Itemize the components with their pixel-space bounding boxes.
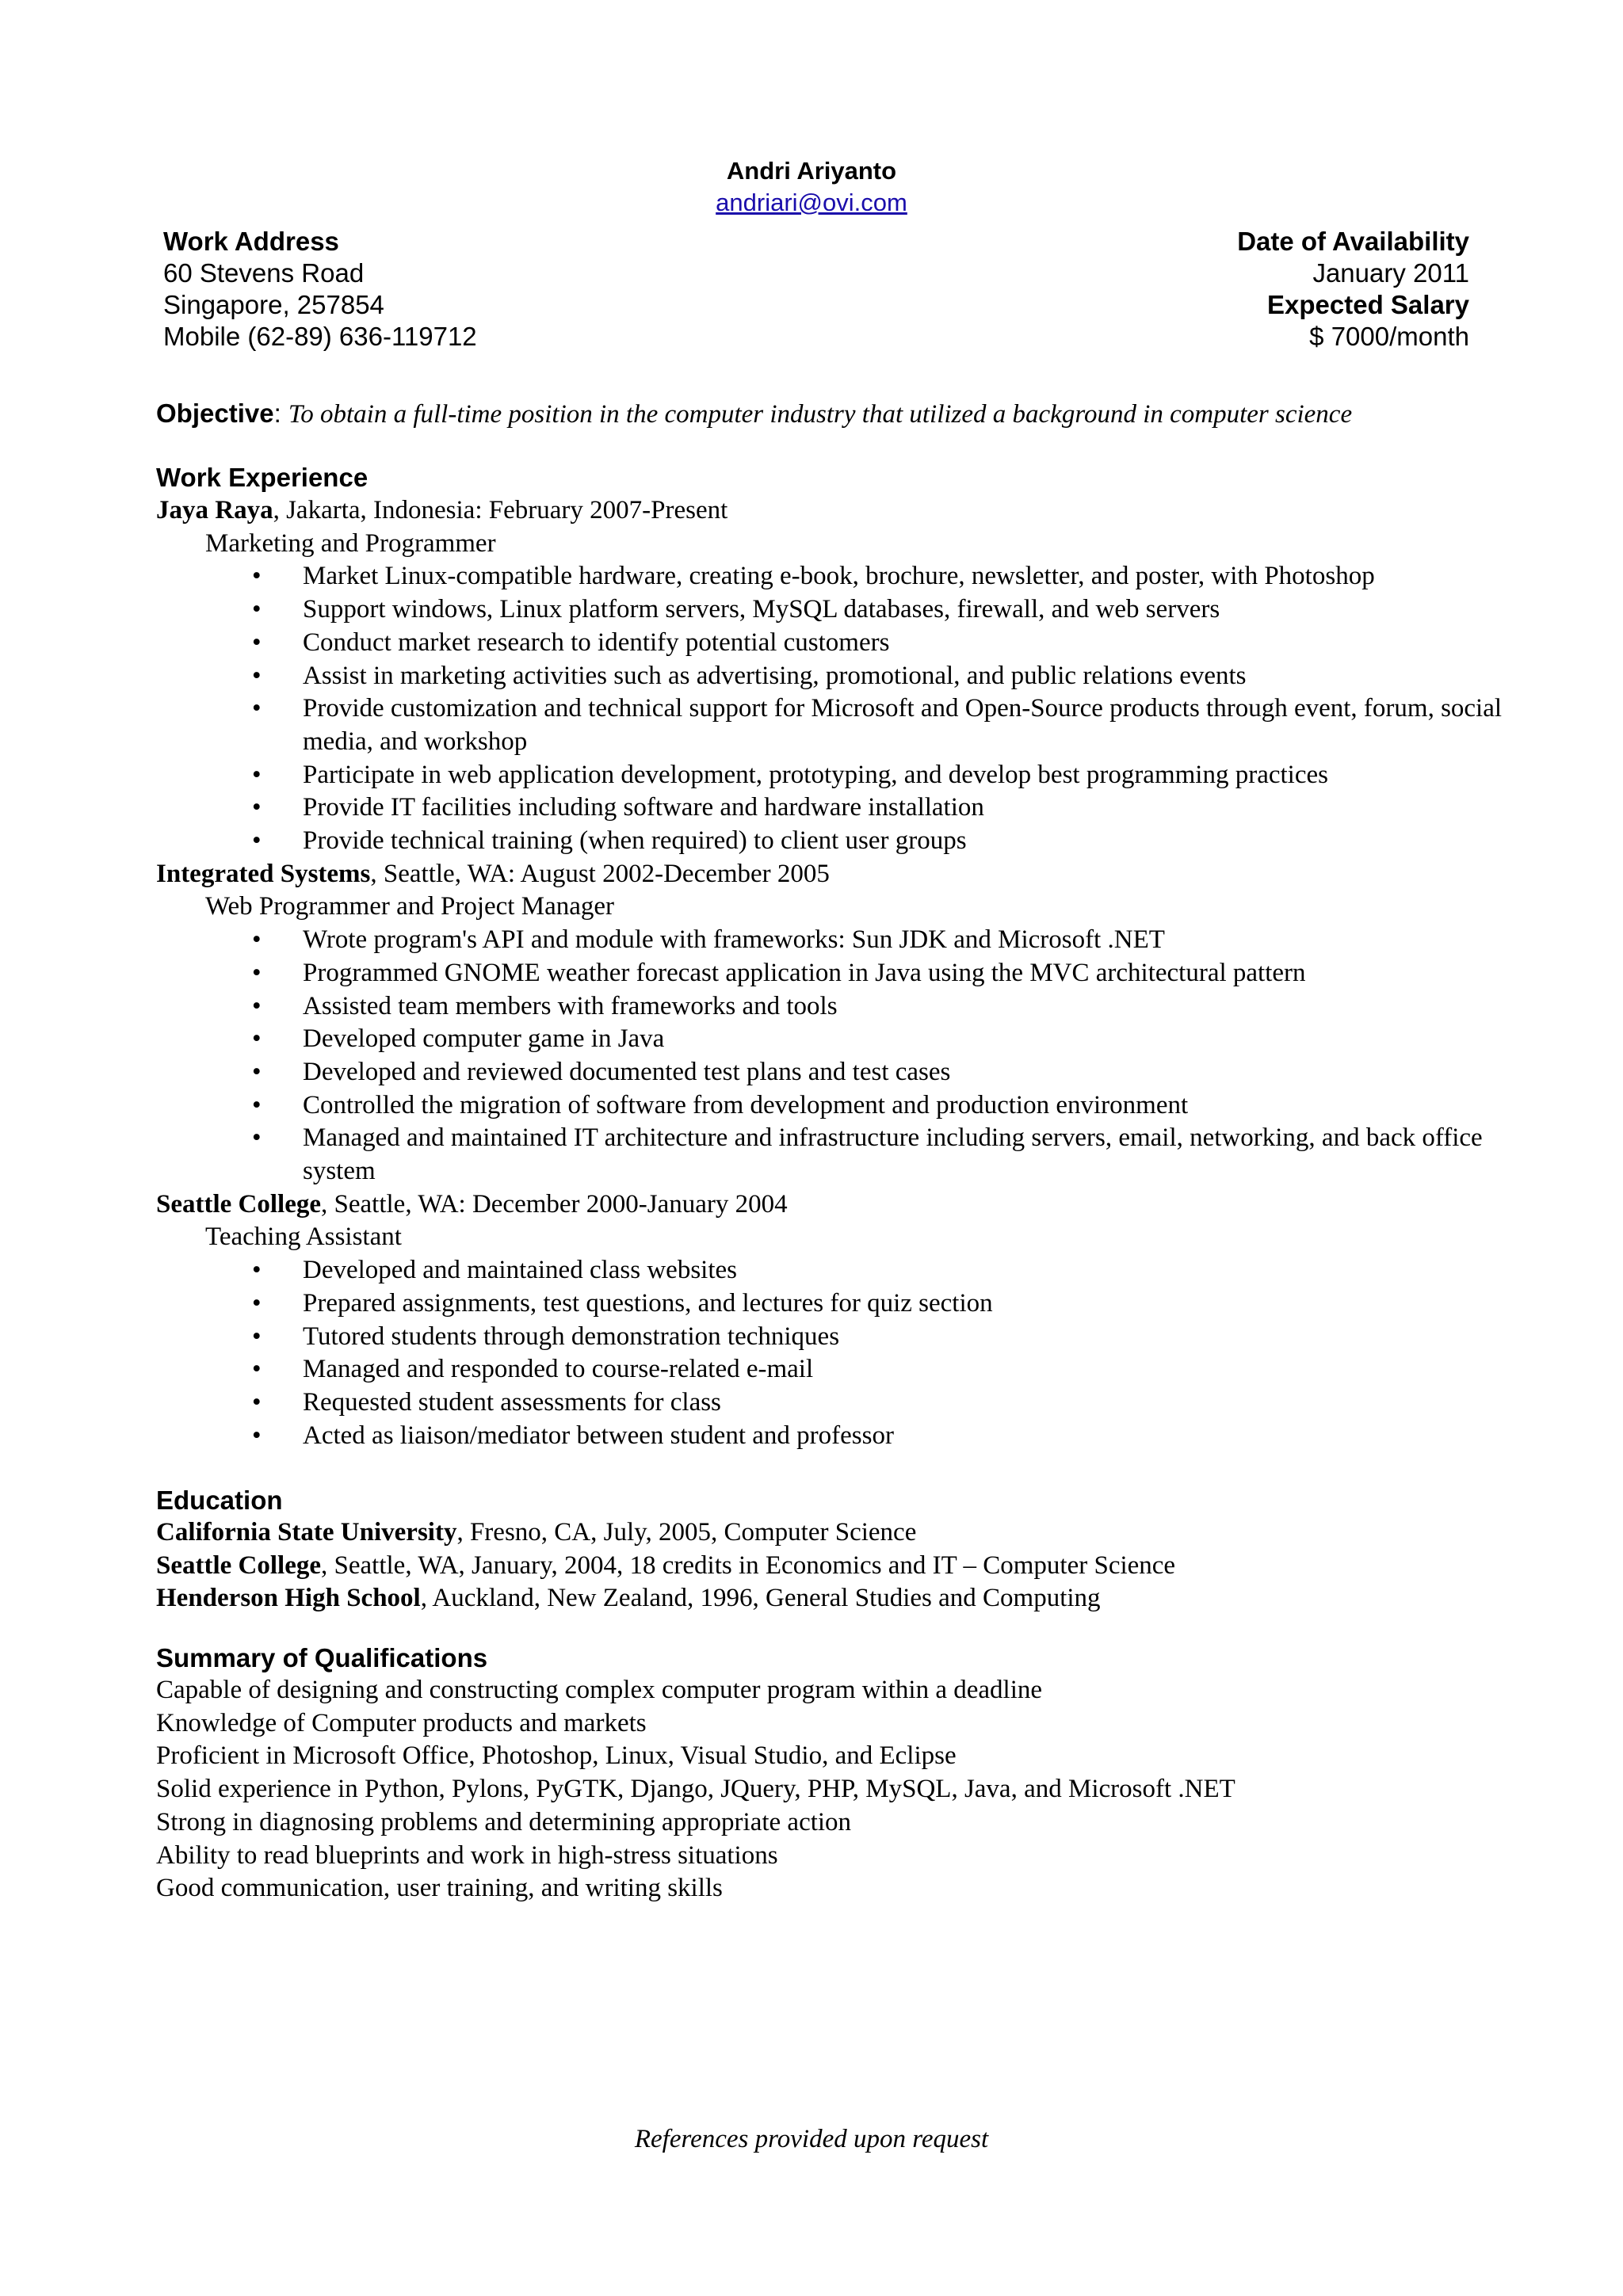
duty-item: • Developed and maintained class websites	[156, 1254, 1503, 1287]
job-details: , Jakarta, Indonesia: February 2007-Present	[273, 496, 728, 524]
school-details: , Auckland, New Zealand, 1996, General Studies and Computing	[420, 1584, 1101, 1613]
bullet-icon: •	[252, 1024, 262, 1054]
job-header	[156, 858, 1503, 891]
work-address-heading: Work Address	[163, 227, 339, 256]
bullet-icon: •	[252, 694, 262, 723]
duty-item: • Tutored students through demonstration techniques	[156, 1321, 1503, 1354]
duty-item: • Provide IT facilities including software and hardware installation	[156, 791, 1503, 825]
objective-text: To obtain a full-time position in the computer industry that utilized a background in computer science	[288, 400, 1353, 429]
salary-value: $ 7000/month	[1309, 322, 1469, 351]
qualifications-heading: Summary of Qualifications	[156, 1643, 488, 1672]
job-employer: Jaya Raya	[156, 496, 273, 524]
bullet-icon: •	[252, 1421, 262, 1450]
duty-item: • Provide technical training (when required) to client user groups	[156, 825, 1503, 858]
qualification-item: Proficient in Microsoft Office, Photoshop, Linux, Visual Studio, and Eclipse	[156, 1741, 957, 1771]
bullet-icon: •	[252, 925, 262, 955]
work-address-block	[163, 226, 477, 353]
qualification-item: Knowledge of Computer products and markets	[156, 1708, 647, 1737]
job-details: , Seattle, WA: December 2000-January 2004	[321, 1189, 788, 1219]
qualifications-list	[156, 1674, 1503, 1905]
education-heading: Education	[156, 1486, 283, 1515]
bullet-icon: •	[252, 1288, 262, 1318]
qualification-item: Good communication, user training, and writing skills	[156, 1874, 723, 1903]
duty-item: • Acted as liaison/mediator between student and professor	[156, 1420, 1503, 1453]
job-employer: Integrated Systems	[156, 859, 371, 888]
bullet-icon: •	[252, 1057, 262, 1086]
job-header	[156, 1188, 1503, 1222]
work-experience-heading: Work Experience	[156, 463, 369, 492]
bullet-icon: •	[252, 1256, 262, 1285]
bullet-icon: •	[252, 627, 262, 657]
availability-date: January 2011	[1312, 258, 1469, 288]
job-role: Marketing and Programmer	[205, 528, 496, 558]
education-list	[156, 1516, 1503, 1615]
school-details: , Seattle, WA, January, 2004, 18 credits in Economics and IT – Computer Science	[321, 1550, 1176, 1580]
job-duties	[156, 1254, 1503, 1452]
work-experience-list	[156, 494, 1503, 1452]
qualification-item: Capable of designing and constructing complex computer program within a deadline	[156, 1676, 1043, 1704]
email-line	[0, 187, 1623, 219]
qualification-item: Solid experience in Python, Pylons, PyGTK, Django, JQuery, PHP, MySQL, Java, and Microsoft .NET	[156, 1775, 1235, 1804]
bullet-icon: •	[252, 1355, 262, 1384]
duty-item: • Market Linux-compatible hardware, creating e-book, brochure, newsletter, and poster, with Photoshop	[156, 560, 1503, 593]
school-name: Seattle College	[156, 1550, 322, 1580]
duty-item: • Participate in web application development, prototyping, and develop best programming practices	[156, 759, 1503, 792]
job-details: , Seattle, WA: August 2002-December 2005	[370, 859, 830, 888]
duty-item: • Assisted team members with frameworks and tools	[156, 990, 1503, 1024]
job-role: Web Programmer and Project Manager	[205, 892, 614, 921]
objective	[156, 398, 1487, 430]
duty-item: • Conduct market research to identify potential customers	[156, 627, 1503, 660]
references-note: References provided upon request	[634, 2125, 989, 2153]
bullet-icon: •	[252, 595, 262, 624]
school-name: California State University	[156, 1518, 457, 1547]
applicant-name: Andri Ariyanto	[726, 157, 897, 185]
availability-heading: Date of Availability	[1237, 227, 1469, 256]
objective-separator: :	[273, 399, 288, 428]
job-role: Teaching Assistant	[205, 1222, 402, 1252]
bullet-icon: •	[252, 1387, 262, 1417]
salary-heading: Expected Salary	[1267, 290, 1469, 319]
school-name: Henderson High School	[156, 1584, 421, 1613]
bullet-icon: •	[252, 1090, 262, 1119]
email-link[interactable]: andriari@ovi.com	[716, 189, 907, 216]
duty-item: • Requested student assessments for class	[156, 1386, 1503, 1420]
duty-item: • Managed and responded to course-related e-mail	[156, 1353, 1503, 1386]
duty-item: • Wrote program's API and module with frameworks: Sun JDK and Microsoft .NET	[156, 924, 1503, 957]
bullet-icon: •	[252, 958, 262, 987]
education-entry	[156, 1582, 1503, 1615]
duty-item: • Support windows, Linux platform servers, MySQL databases, firewall, and web servers	[156, 593, 1503, 627]
bullet-icon: •	[252, 793, 262, 822]
address-city: Singapore, 257854	[163, 290, 384, 319]
job-duties	[156, 560, 1503, 857]
duty-item: • Assist in marketing activities such as advertising, promotional, and public relations events	[156, 660, 1503, 693]
qualification-item: Ability to read blueprints and work in high-stress situations	[156, 1840, 778, 1870]
bullet-icon: •	[252, 562, 262, 591]
address-mobile: Mobile (62-89) 636-119712	[163, 322, 477, 351]
school-details: , Fresno, CA, July, 2005, Computer Science	[456, 1518, 917, 1547]
bullet-icon: •	[252, 760, 262, 789]
job-employer: Seattle College	[156, 1189, 322, 1219]
bullet-icon: •	[252, 661, 262, 690]
bullet-icon: •	[252, 991, 262, 1020]
education-entry	[156, 1550, 1503, 1583]
duty-item: • Managed and maintained IT architecture and infrastructure including servers, email, networking, and back office system	[252, 1123, 1483, 1186]
duty-item: • Developed computer game in Java	[156, 1023, 1503, 1056]
duty-item: • Provide customization and technical support for Microsoft and Open-Source products through event, forum, social media, and workshop	[252, 694, 1503, 756]
address-street: 60 Stevens Road	[163, 258, 365, 288]
job-header	[156, 494, 1503, 528]
objective-label: Objective	[156, 399, 274, 428]
qualification-item: Strong in diagnosing problems and determining appropriate action	[156, 1807, 852, 1836]
bullet-icon: •	[252, 1322, 262, 1351]
duty-item: • Programmed GNOME weather forecast application in Java using the MVC architectural pattern	[156, 957, 1503, 990]
education-entry	[156, 1516, 1503, 1550]
duty-item: • Prepared assignments, test questions, and lectures for quiz section	[156, 1287, 1503, 1321]
job-duties	[156, 924, 1503, 1188]
availability-block	[1237, 226, 1469, 353]
bullet-icon: •	[252, 1123, 262, 1153]
duty-item: • Controlled the migration of software from development and production environment	[156, 1089, 1503, 1123]
duty-item: • Developed and reviewed documented test plans and test cases	[156, 1056, 1503, 1089]
bullet-icon: •	[252, 826, 262, 856]
